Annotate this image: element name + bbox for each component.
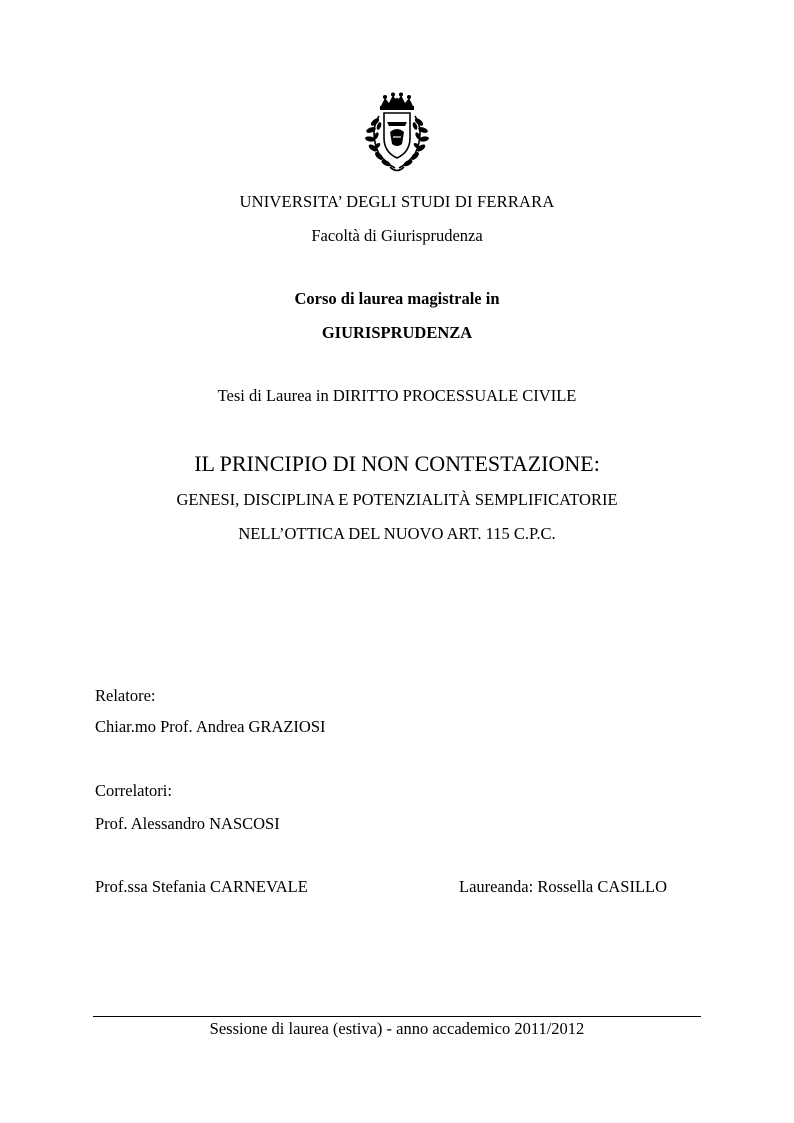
course-label: Corso di laurea magistrale in bbox=[294, 289, 500, 308]
thesis-subtitle-line-2: NELL’OTTICA DEL NUOVO ART. 115 C.P.C. bbox=[238, 524, 556, 543]
relatore-name: Chiar.mo Prof. Andrea GRAZIOSI bbox=[95, 717, 326, 736]
shield-icon bbox=[384, 113, 410, 158]
university-name: UNIVERSITA’ DEGLI STUDI DI FERRARA bbox=[239, 192, 555, 211]
correlatore-name: Prof.ssa Stefania CARNEVALE bbox=[95, 877, 308, 896]
correlatori-label: Correlatori: bbox=[95, 781, 172, 800]
thesis-subtitle-line-1: GENESI, DISCIPLINA E POTENZIALITÀ SEMPLIFICATORIE bbox=[176, 490, 618, 509]
crown-icon bbox=[380, 93, 414, 111]
university-crest-icon bbox=[357, 92, 437, 176]
candidate-name: Laureanda: Rossella CASILLO bbox=[459, 877, 668, 896]
faculty-name: Facoltà di Giurisprudenza bbox=[311, 226, 483, 245]
footer-divider bbox=[93, 1016, 701, 1017]
thesis-discipline: Tesi di Laurea in DIRITTO PROCESSUALE CIVILE bbox=[217, 386, 577, 405]
ribbon-icon bbox=[390, 167, 404, 171]
course-subject: GIURISPRUDENZA bbox=[321, 323, 473, 342]
session-footer: Sessione di laurea (estiva) - anno accademico 2011/2012 bbox=[209, 1019, 585, 1038]
relatore-label: Relatore: bbox=[95, 686, 156, 705]
correlatore-name: Prof. Alessandro NASCOSI bbox=[95, 814, 280, 833]
thesis-title: IL PRINCIPIO DI NON CONTESTAZIONE: bbox=[194, 451, 600, 476]
